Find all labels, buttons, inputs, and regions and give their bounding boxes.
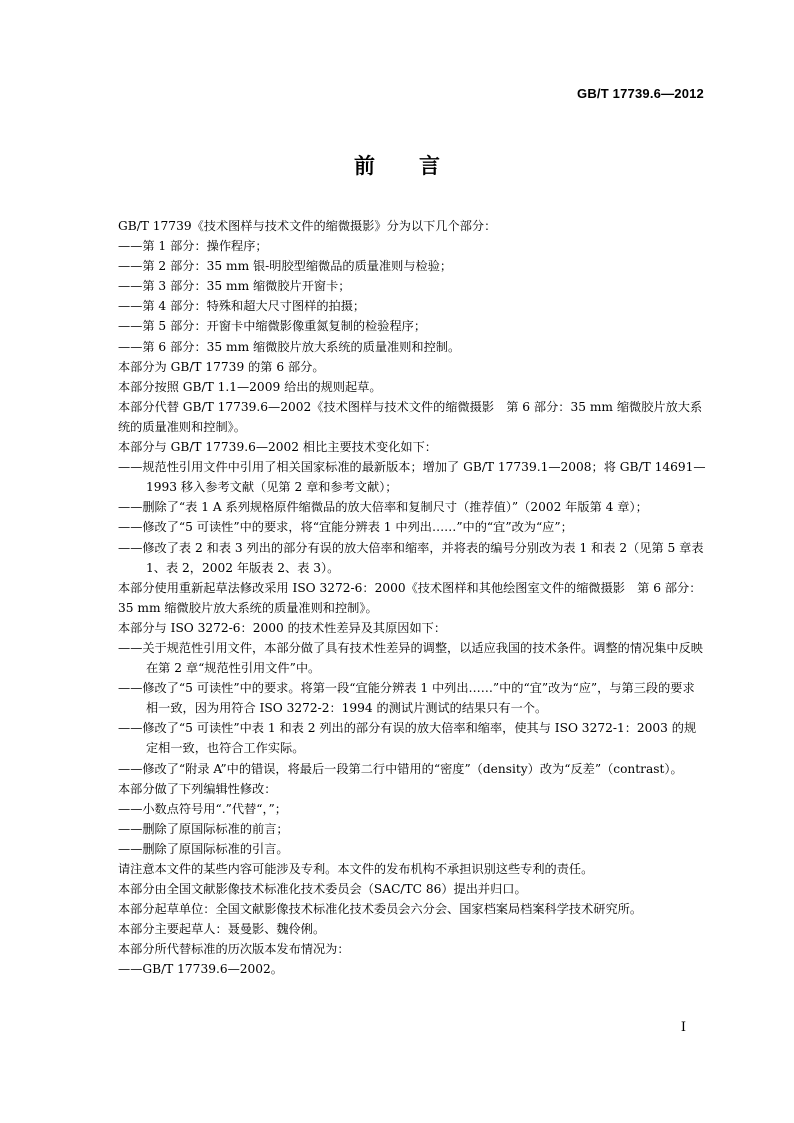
paragraph: 本部分使用重新起草法修改采用 ISO 3272-6：2000《技术图样和其他绘图室文件的缩微摄影 第 6 部分：35 mm 缩微胶片放大系统的质量准则和控制》。: [118, 580, 702, 615]
list-item: ——修改了表 2 和表 3 列出的部分有误的放大倍率和缩率，并将表的编号分别改为表 1 和表 2（见第 5 章表 1、表 2，2002 年版表 2、表 3）。: [118, 540, 704, 575]
list-item: ——第 2 部分：35 mm 银-明胶型缩微品的质量准则与检验；: [118, 259, 453, 274]
paragraph: 本部分做了下列编辑性修改：: [118, 781, 277, 796]
list-item: ——关于规范性引用文件，本部分做了具有技术性差异的调整，以适应我国的技术条件。调整的情况集中反映在第 2 章“规范性引用文件”中。: [118, 640, 703, 676]
list-item: ——第 5 部分：开窗卡中缩微影像重氮复制的检验程序；: [118, 319, 427, 334]
list-item: ——修改了“5 可读性”中的要求，将“宜能分辨表 1 中列出……”中的“宜”改为“应”；: [118, 520, 573, 535]
list-item: ——修改了“附录 A”中的错误，将最后一段第二行中错用的“密度”（density）改为“反差”（contrast）。: [118, 761, 683, 776]
paragraph: 本部分起草单位：全国文献影像技术标准化技术委员会六分会、国家档案局档案科学技术研究所。: [118, 902, 643, 917]
paragraph: 本部分主要起草人：聂曼影、魏伶俐。: [118, 922, 326, 937]
list-item: ——删除了原国际标准的引言。: [118, 841, 289, 856]
list-item: ——第 4 部分：特殊和超大尺寸图样的拍摄；: [118, 299, 366, 314]
paragraph: 本部分所代替标准的历次版本发布情况为：: [118, 942, 350, 957]
page-number: I: [680, 1020, 686, 1035]
page-title: 前言: [354, 154, 484, 178]
foreword-body: [118, 216, 706, 980]
list-item: ——删除了“表 1 A 系列规格原件缩微品的放大倍率和复制尺寸（推荐值）”（2002 年版第 4 章）；: [118, 500, 648, 515]
list-item: ——GB/T 17739.6—2002。: [118, 962, 283, 977]
list-item: ——小数点符号用“.”代替“，”；: [118, 801, 287, 816]
list-item: ——第 1 部分：操作程序；: [118, 239, 268, 254]
paragraph: 请注意本文件的某些内容可能涉及专利。本文件的发布机构不承担识别这些专利的责任。: [118, 862, 594, 876]
list-item: ——规范性引用文件中引用了相关国家标准的最新版本；增加了 GB/T 17739.1—2008；将 GB/T 14691—1993 移入参考文献（见第 2 章和参考文献）；: [118, 460, 706, 495]
paragraph: 本部分与 GB/T 17739.6—2002 相比主要技术变化如下：: [118, 440, 437, 455]
paragraph: GB/T 17739《技术图样与技术文件的缩微摄影》分为以下几个部分：: [118, 219, 497, 233]
paragraph: 本部分与 ISO 3272-6：2000 的技术性差异及其原因如下：: [118, 620, 447, 635]
list-item: ——第 6 部分：35 mm 缩微胶片放大系统的质量准则和控制。: [118, 339, 461, 354]
standard-code: GB/T 17739.6—2012: [577, 86, 704, 101]
list-item: ——第 3 部分：35 mm 缩微胶片开窗卡；: [118, 279, 351, 294]
paragraph: 本部分代替 GB/T 17739.6—2002《技术图样与技术文件的缩微摄影 第 6 部分：35 mm 缩微胶片放大系统的质量准则和控制》。: [118, 399, 703, 434]
paragraph: 本部分按照 GB/T 1.1—2009 给出的规则起草。: [118, 379, 382, 394]
paragraph: 本部分由全国文献影像技术标准化技术委员会（SAC/TC 86）提出并归口。: [118, 882, 527, 897]
list-item: ——删除了原国际标准的前言；: [118, 821, 289, 836]
list-item: ——修改了“5 可读性”中表 1 和表 2 列出的部分有误的放大倍率和缩率，使其与 ISO 3272-1：2003 的规定相一致，也符合工作实际。: [118, 721, 697, 756]
list-item: ——修改了“5 可读性”中的要求。将第一段“宜能分辨表 1 中列出……”中的“宜”改为“应”，与第三段的要求相一致，因为用符合 ISO 3272-2：1994 的测试片测试的结果只有一个。: [118, 681, 695, 716]
paragraph: 本部分为 GB/T 17739 的第 6 部分。: [118, 359, 325, 374]
